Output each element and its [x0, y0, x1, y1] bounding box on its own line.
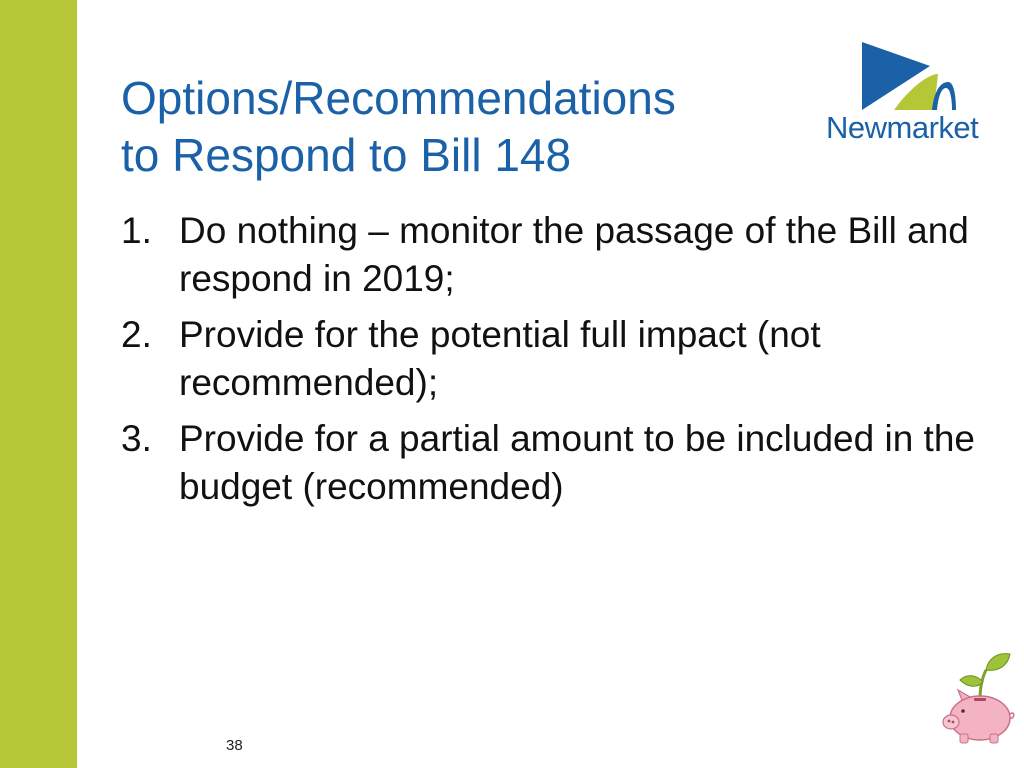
title-line-1: Options/Recommendations	[121, 72, 676, 124]
list-item-number: 1.	[121, 210, 152, 251]
list-item-number: 3.	[121, 418, 152, 459]
page-number: 38	[226, 737, 243, 754]
newmarket-logo	[822, 40, 992, 150]
list-item-text: Provide for a partial amount to be included in the budget (recommended)	[179, 418, 975, 507]
accent-side-bar	[0, 0, 77, 768]
list-item-number: 2.	[121, 314, 152, 355]
logo-wordmark: Newmarket	[826, 110, 979, 145]
list-item-text: Do nothing – monitor the passage of the Bill and respond in 2019;	[179, 210, 969, 299]
newmarket-logo-icon	[822, 40, 992, 112]
slide-title	[121, 70, 676, 184]
list-item	[121, 207, 981, 303]
list-item	[121, 311, 981, 407]
list-item-text: Provide for the potential full impact (not recommended);	[179, 314, 821, 403]
title-line-2: to Respond to Bill 148	[121, 129, 572, 181]
list-item	[121, 415, 981, 511]
piggy-bank-sprout-icon	[936, 648, 1016, 748]
recommendations-list	[121, 207, 981, 519]
